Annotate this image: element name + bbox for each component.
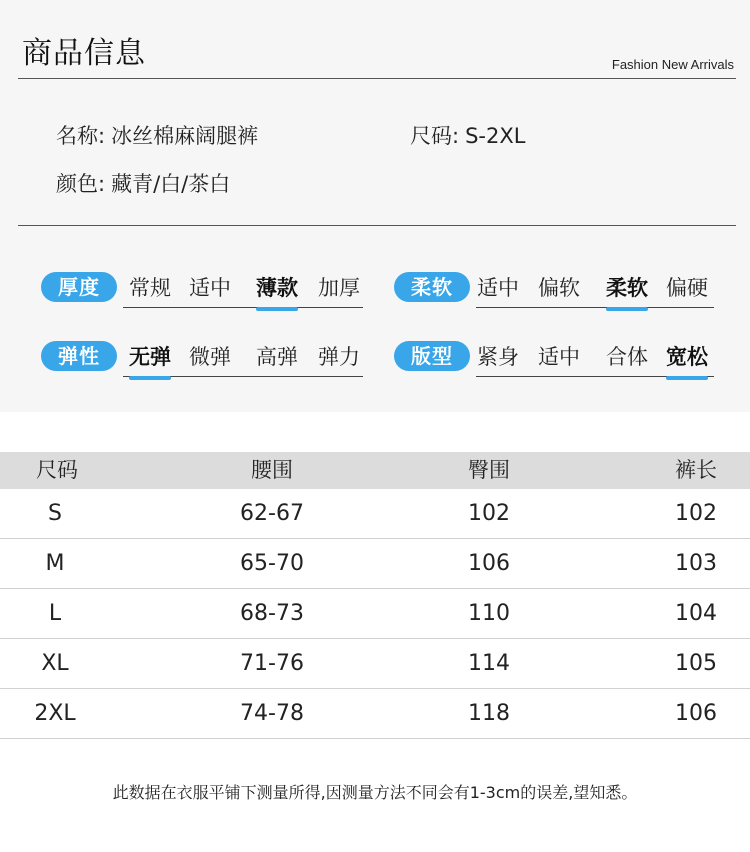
option-medium: 适中 bbox=[477, 276, 519, 300]
table-row bbox=[0, 589, 750, 639]
cell-hip: 106 bbox=[468, 551, 510, 576]
cell-hip: 110 bbox=[468, 601, 510, 626]
option-slightly-hard: 偏硬 bbox=[666, 276, 708, 300]
product-color bbox=[56, 168, 230, 198]
product-size-value: S-2XL bbox=[465, 124, 526, 148]
cell-waist: 74-78 bbox=[240, 701, 304, 726]
cell-length: 105 bbox=[675, 651, 717, 676]
header-hip: 臀围 bbox=[468, 458, 510, 482]
header-length: 裤长 bbox=[675, 458, 717, 482]
option-elastic: 弹力 bbox=[318, 345, 360, 369]
attribute-options bbox=[123, 337, 363, 377]
product-color-label: 颜色: bbox=[56, 172, 106, 196]
product-name bbox=[56, 120, 258, 150]
cell-length: 104 bbox=[675, 601, 717, 626]
cell-hip: 118 bbox=[468, 701, 510, 726]
attribute-options bbox=[476, 268, 714, 308]
product-color-value: 藏青/白/茶白 bbox=[111, 172, 231, 196]
option-no-stretch-selected: 无弹 bbox=[129, 341, 171, 371]
cell-hip: 114 bbox=[468, 651, 510, 676]
table-row bbox=[0, 539, 750, 589]
option-tight: 紧身 bbox=[477, 345, 519, 369]
cell-length: 106 bbox=[675, 701, 717, 726]
size-table-header bbox=[0, 452, 750, 489]
size-table bbox=[0, 452, 750, 739]
attribute-options bbox=[476, 337, 714, 377]
option-normal: 常规 bbox=[129, 276, 171, 300]
option-thick: 加厚 bbox=[318, 276, 360, 300]
measurement-note: 此数据在衣服平铺下测量所得,因测量方法不同会有1-3cm的误差,望知悉。 bbox=[112, 783, 638, 802]
divider-top bbox=[18, 78, 736, 79]
cell-size: 2XL bbox=[34, 701, 76, 726]
table-row bbox=[0, 489, 750, 539]
cell-waist: 71-76 bbox=[240, 651, 304, 676]
cell-waist: 62-67 bbox=[240, 501, 304, 526]
page-subtitle: Fashion New Arrivals bbox=[611, 57, 734, 72]
cell-length: 103 bbox=[675, 551, 717, 576]
attribute-badge: 版型 bbox=[394, 341, 470, 371]
cell-hip: 102 bbox=[468, 501, 510, 526]
attribute-badge: 厚度 bbox=[41, 272, 117, 302]
table-row bbox=[0, 639, 750, 689]
cell-waist: 65-70 bbox=[240, 551, 304, 576]
option-slight-stretch: 微弹 bbox=[189, 345, 231, 369]
option-medium: 适中 bbox=[538, 345, 580, 369]
cell-size: S bbox=[48, 501, 62, 526]
cell-waist: 68-73 bbox=[240, 601, 304, 626]
option-slightly-soft: 偏软 bbox=[538, 276, 580, 300]
option-thin-selected: 薄款 bbox=[256, 272, 298, 302]
page-title: 商品信息 bbox=[22, 36, 146, 71]
product-size-label: 尺码: bbox=[410, 124, 460, 148]
product-name-label: 名称: bbox=[56, 124, 106, 148]
option-soft-selected: 柔软 bbox=[606, 272, 648, 302]
attribute-badge: 弹性 bbox=[41, 341, 117, 371]
product-info-panel bbox=[0, 0, 750, 412]
cell-size: M bbox=[45, 551, 65, 576]
option-medium: 适中 bbox=[189, 276, 231, 300]
header-waist: 腰围 bbox=[251, 458, 293, 482]
attribute-badge: 柔软 bbox=[394, 272, 470, 302]
header-size: 尺码 bbox=[36, 458, 78, 482]
option-regular: 合体 bbox=[606, 345, 648, 369]
cell-size: XL bbox=[41, 651, 69, 676]
product-name-value: 冰丝棉麻阔腿裤 bbox=[111, 124, 259, 148]
option-loose-selected: 宽松 bbox=[666, 341, 708, 371]
option-high-stretch: 高弹 bbox=[256, 345, 298, 369]
product-size bbox=[410, 120, 525, 150]
divider-middle bbox=[18, 225, 736, 226]
cell-length: 102 bbox=[675, 501, 717, 526]
attribute-options bbox=[123, 268, 363, 308]
table-row bbox=[0, 689, 750, 739]
cell-size: L bbox=[48, 601, 62, 626]
